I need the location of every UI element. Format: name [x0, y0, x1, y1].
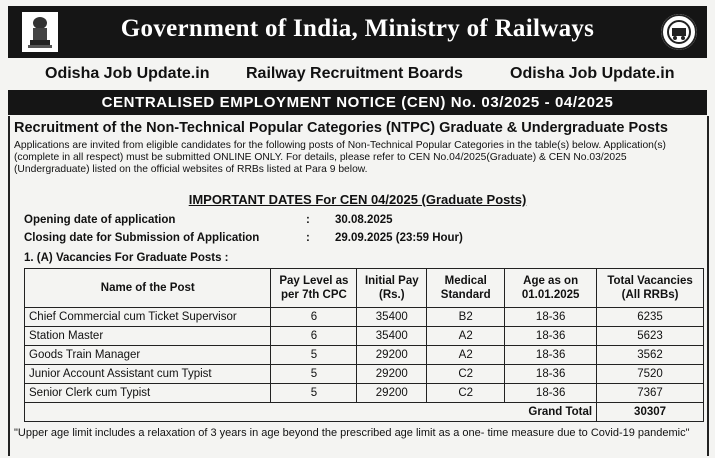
table-row [25, 346, 704, 365]
table-row [25, 308, 704, 327]
intro-paragraph: Applications are invited from eligible candidates for the following posts of Non-Technical Popular Categories in the table(s) below. Application(s) (complete in all respect) must be submitted ONLINE ONLY. For details, please refer to CEN No.04/2025(Graduate) & CEN No.03/2025 (Undergraduate) listed on the official websites of RRBs listed at Para 9 below. [14, 140, 666, 175]
initial-pay: 35400 [357, 327, 427, 346]
table-row [25, 327, 704, 346]
board-name: Railway Recruitment Boards [246, 65, 463, 82]
age-relaxation-note: "Upper age limit includes a relaxation of 3 years in age beyond the prescribed age limit as a one- time measure due to Covid-19 pandemic" [14, 427, 690, 439]
table-row [25, 384, 704, 403]
initial-pay: 29200 [357, 365, 427, 384]
government-title: Government of India, Ministry of Railways [120, 15, 595, 42]
initial-pay: 35400 [357, 308, 427, 327]
table-header-row [25, 269, 704, 308]
column-header: Medical Standard [427, 269, 505, 308]
column-header: Total Vacancies (All RRBs) [597, 269, 704, 308]
pay-level: 6 [271, 327, 357, 346]
total-vacancies: 5623 [597, 327, 704, 346]
important-dates-heading: IMPORTANT DATES For CEN 04/2025 (Graduate Posts) [188, 192, 527, 207]
total-vacancies: 7520 [597, 365, 704, 384]
column-header: Name of the Post [25, 269, 271, 308]
age-limit: 18-36 [505, 308, 597, 327]
table-row [25, 365, 704, 384]
closing-date-value: 29.09.2025 (23:59 Hour) [335, 232, 463, 244]
grand-total-row [25, 403, 704, 422]
pay-level: 5 [271, 384, 357, 403]
pay-level: 5 [271, 365, 357, 384]
board-row [8, 62, 707, 88]
column-header: Age as on 01.01.2025 [505, 269, 597, 308]
pay-level: 6 [271, 308, 357, 327]
post-name: Senior Clerk cum Typist [25, 384, 271, 403]
watermark-left: Odisha Job Update.in [45, 65, 210, 82]
column-header: Initial Pay (Rs.) [357, 269, 427, 308]
medical-standard: C2 [427, 384, 505, 403]
opening-date-value: 30.08.2025 [335, 214, 393, 226]
watermark-right: Odisha Job Update.in [510, 65, 675, 82]
recruitment-title: Recruitment of the Non-Technical Popular Categories (NTPC) Graduate & Undergraduate Posts [14, 120, 668, 136]
medical-standard: A2 [427, 327, 505, 346]
age-limit: 18-36 [505, 384, 597, 403]
opening-date-colon: : [306, 214, 310, 226]
post-name: Junior Account Assistant cum Typist [25, 365, 271, 384]
post-name: Chief Commercial cum Ticket Supervisor [25, 308, 271, 327]
railways-logo-icon [661, 14, 697, 50]
age-limit: 18-36 [505, 346, 597, 365]
column-header: Pay Level as per 7th CPC [271, 269, 357, 308]
cen-number: CENTRALISED EMPLOYMENT NOTICE (CEN) No. 03/2025 - 04/2025 [8, 90, 707, 115]
vacancies-heading: 1. (A) Vacancies For Graduate Posts : [24, 252, 229, 264]
total-vacancies: 7367 [597, 384, 704, 403]
vacancies-table [24, 268, 704, 422]
closing-date-colon: : [306, 232, 310, 244]
total-vacancies: 3562 [597, 346, 704, 365]
title-band [8, 6, 707, 58]
grand-total-label: Grand Total [25, 403, 597, 422]
medical-standard: B2 [427, 308, 505, 327]
initial-pay: 29200 [357, 346, 427, 365]
medical-standard: A2 [427, 346, 505, 365]
age-limit: 18-36 [505, 365, 597, 384]
post-name: Goods Train Manager [25, 346, 271, 365]
opening-date-label: Opening date of application [24, 214, 176, 226]
grand-total-value: 30307 [597, 403, 704, 422]
initial-pay: 29200 [357, 384, 427, 403]
total-vacancies: 6235 [597, 308, 704, 327]
medical-standard: C2 [427, 365, 505, 384]
age-limit: 18-36 [505, 327, 597, 346]
post-name: Station Master [25, 327, 271, 346]
closing-date-label: Closing date for Submission of Application [24, 232, 260, 244]
pay-level: 5 [271, 346, 357, 365]
